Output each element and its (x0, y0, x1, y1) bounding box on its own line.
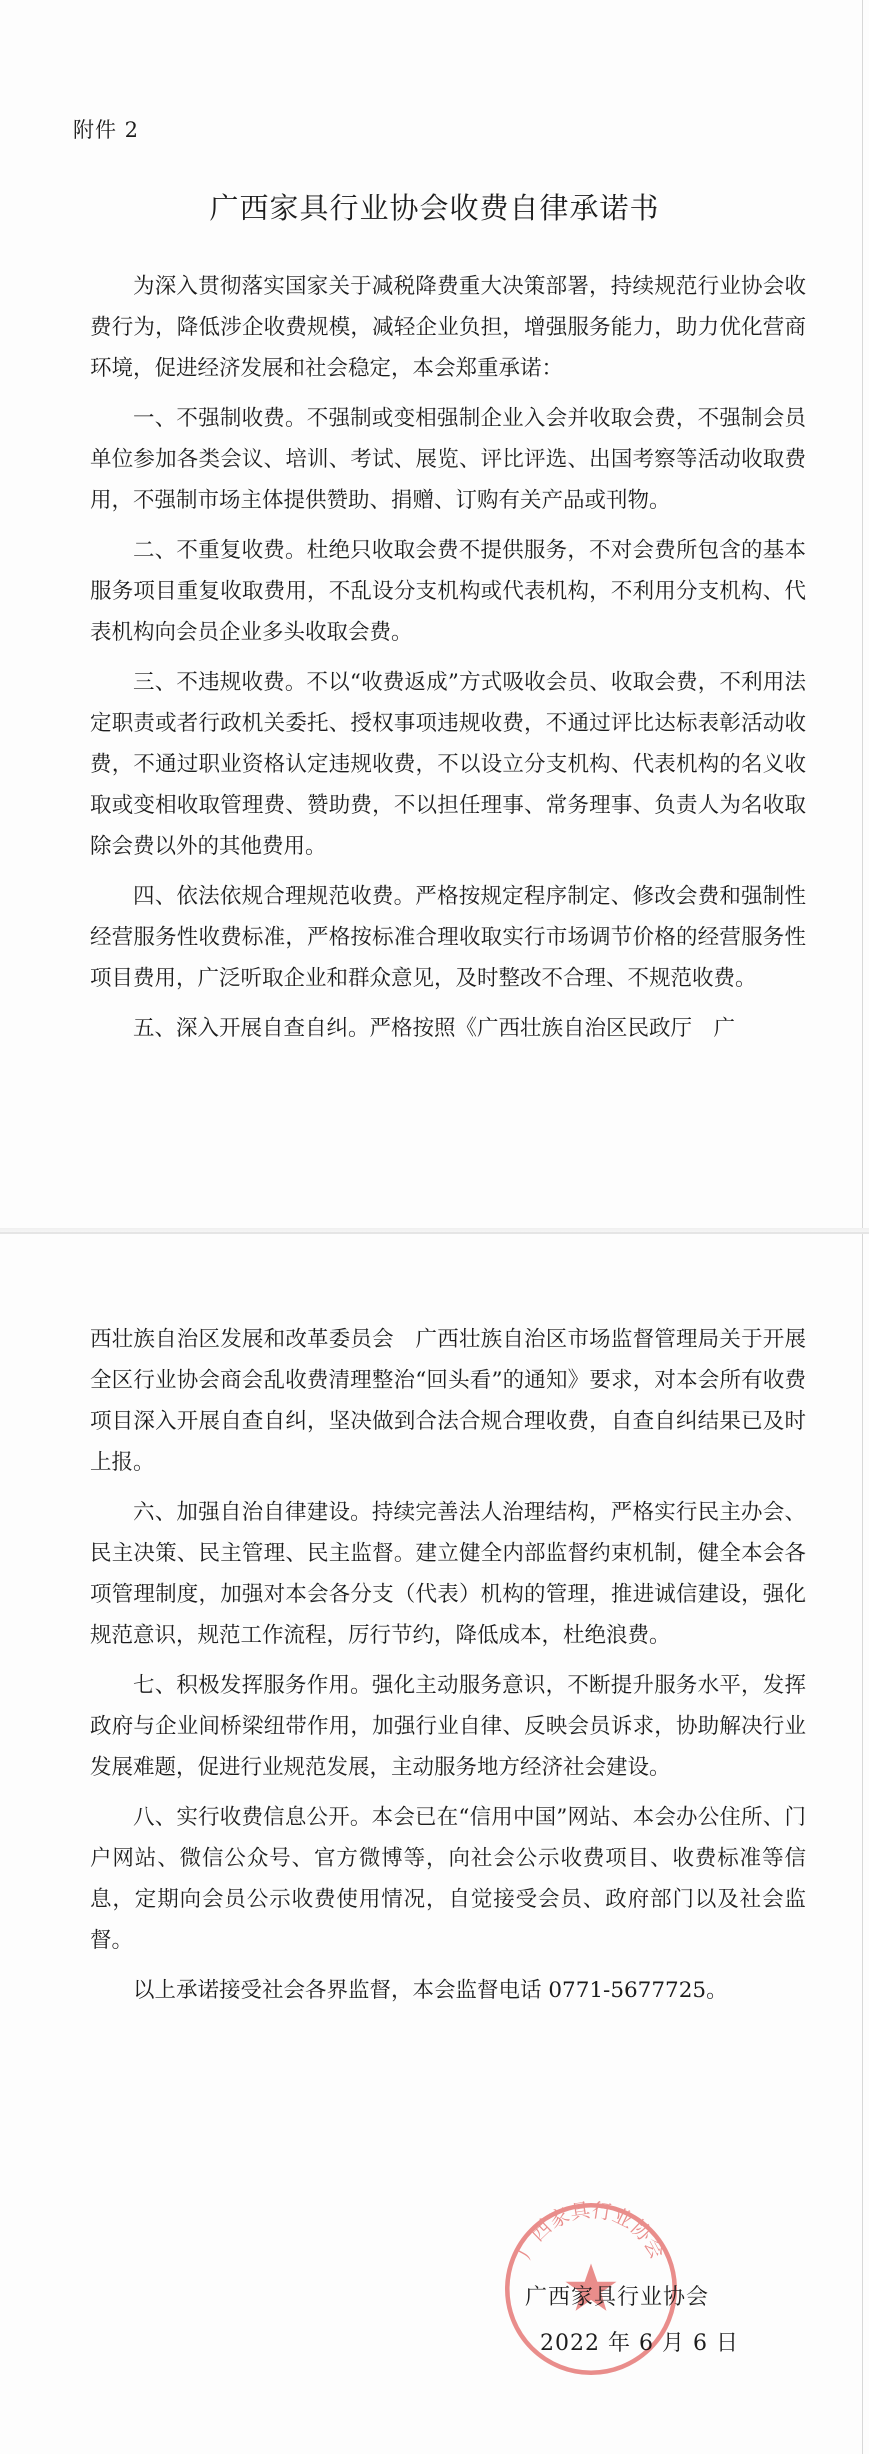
page-edge-rule (862, 1234, 863, 2454)
clause-8-paragraph: 八、实行收费信息公开。本会已在“信用中国”网站、本会办公住所、门户网站、微信公众号、官方微博等，向社会公示收费项目、收费标准等信息，定期向会员公示收费使用情况，自觉接受会员、政府部门以及社会监督。 (90, 1805, 806, 1953)
seal-text: 广西家具行业协会 (511, 2198, 671, 2263)
clause-3-paragraph: 三、不违规收费。不以“收费返成”方式吸收会员、收取会费，不利用法定职责或者行政机关委托、授权事项违规收费，不通过评比达标表彰活动收费，不通过职业资格认定违规收费，不以设立分支机构、代表机构的名义收取或变相收取管理费、赞助费，不以担任理事、常务理事、负责人为名收取除会费以外的其他费用。 (90, 670, 806, 859)
clause-7-paragraph: 七、积极发挥服务作用。强化主动服务意识，不断提升服务水平，发挥政府与企业间桥梁纽带作用，加强行业自律、反映会员诉求，协助解决行业发展难题，促进行业规范发展，主动服务地方经济社会建设。 (90, 1673, 806, 1780)
supervision-paragraph: 以上承诺接受社会各界监督，本会监督电话 0771-5677725。 (133, 1978, 728, 2003)
clause-1-paragraph: 一、不强制收费。不强制或变相强制企业入会并收取会费，不强制会员单位参加各类会议、培训、考试、展览、评比评选、出国考察等活动收取费用，不强制市场主体提供赞助、捐赠、订购有关产品或刊物。 (90, 406, 806, 513)
clause-5-paragraph-end: 西壮族自治区发展和改革委员会 广西壮族自治区市场监督管理局关于开展全区行业协会商会乱收费清理整治“回头看”的通知》要求，对本会所有收费项目深入开展自查自纠，坚决做到合法合规合理收费，自查自纠结果已及时上报。 (90, 1327, 806, 1475)
document-title: 广西家具行业协会收费自律承诺书 (209, 191, 660, 225)
page-edge-rule (862, 0, 863, 1230)
signature-date: 2022 年 6 月 6 日 (540, 2331, 739, 2356)
signature-organization: 广西家具行业协会 (525, 2285, 710, 2310)
clause-5-paragraph-start: 五、深入开展自查自纠。严格按照《广西壮族自治区民政厅 广 (133, 1016, 736, 1041)
clause-2-paragraph: 二、不重复收费。杜绝只收取会费不提供服务，不对会费所包含的基本服务项目重复收取费用，不乱设分支机构或代表机构，不利用分支机构、代表机构向会员企业多头收取会费。 (90, 538, 806, 645)
attachment-label: 附件 2 (73, 118, 140, 142)
clause-6-paragraph: 六、加强自治自律建设。持续完善法人治理结构，严格实行民主办会、民主决策、民主管理、民主监督。建立健全内部监督约束机制，健全本会各项管理制度，加强对本会各分支（代表）机构的管理，推进诚信建设，强化规范意识，规范工作流程，厉行节约，降低成本，杜绝浪费。 (90, 1500, 806, 1648)
page2-body (90, 1319, 806, 2020)
intro-paragraph: 为深入贯彻落实国家关于减税降费重大决策部署，持续规范行业协会收费行为，降低涉企收费规模，减轻企业负担，增强服务能力，助力优化营商环境，促进经济发展和社会稳定，本会郑重承诺： (90, 274, 806, 381)
clause-4-paragraph: 四、依法依规合理规范收费。严格按规定程序制定、修改会费和强制性经营服务性收费标准，严格按标准合理收取实行市场调节价格的经营服务性项目费用，广泛听取企业和群众意见，及时整改不合理、不规范收费。 (90, 884, 806, 991)
page1-body (90, 266, 806, 1058)
